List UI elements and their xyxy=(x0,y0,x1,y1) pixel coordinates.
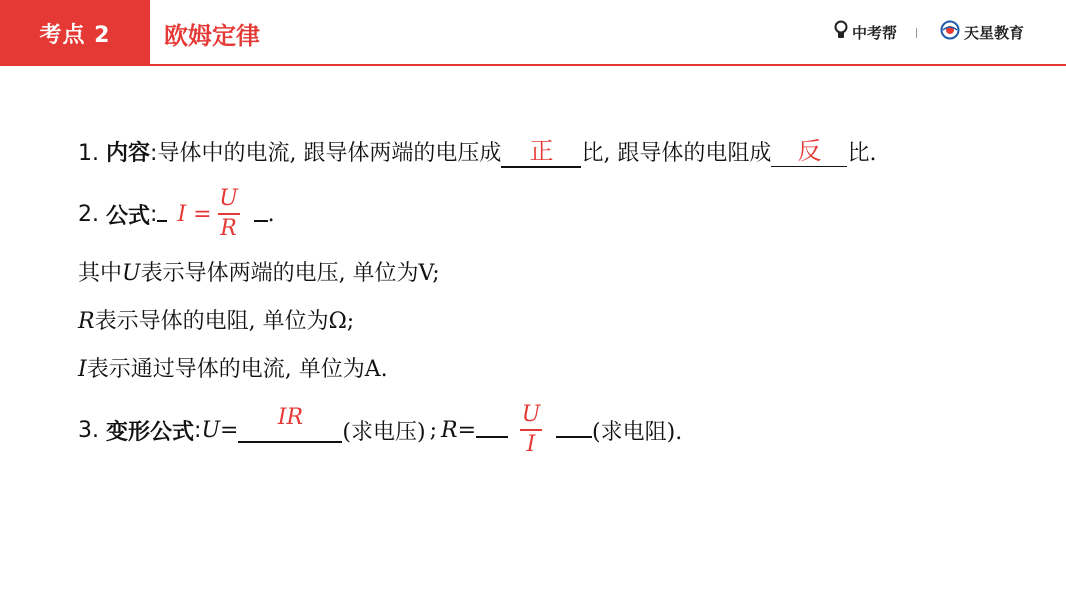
blank-answer-a xyxy=(501,137,581,168)
brand-right-label: 天星教育 xyxy=(964,23,1025,42)
equals: = xyxy=(219,417,239,443)
item-formula xyxy=(78,184,275,244)
symbol-i: I xyxy=(78,357,87,382)
header xyxy=(0,0,1066,66)
variant-fraction xyxy=(520,404,542,456)
section-tag: 考点 2 xyxy=(0,0,150,66)
symbol-u: U xyxy=(201,417,220,443)
desc-u-text: 表示导体两端的电压, 单位为V; xyxy=(140,261,440,286)
content-text-a: 导体中的电流, 跟导体两端的电压成 xyxy=(157,141,502,166)
blank-stub-right xyxy=(556,422,592,438)
answer-zheng: 正 xyxy=(529,137,554,165)
fraction-numerator: U xyxy=(219,186,238,212)
desc-r-text: 表示导体的电阻, 单位为Ω; xyxy=(94,309,355,334)
blank-answer-ir xyxy=(238,405,342,443)
item-number: 3. xyxy=(78,417,99,443)
desc-i xyxy=(78,352,388,383)
blank-left-stub xyxy=(157,206,167,222)
symbol-r: R xyxy=(78,309,95,334)
desc-u xyxy=(78,256,440,287)
desc-i-text: 表示通过导体的电流, 单位为A. xyxy=(86,357,388,382)
blank-answer-b xyxy=(771,137,847,167)
separator: ; xyxy=(429,417,438,443)
fraction-bar xyxy=(520,429,542,431)
formula-lhs: I = xyxy=(177,201,212,227)
colon: : xyxy=(150,141,158,166)
fraction-denominator: I xyxy=(526,431,536,457)
answer-ir: IR xyxy=(277,405,304,430)
colon: : xyxy=(150,201,158,227)
note-resistance: (求电阻). xyxy=(592,419,683,445)
item-number: 2. xyxy=(78,201,99,227)
brand-zhongkaobang xyxy=(834,20,897,44)
answer-fan: 反 xyxy=(797,137,822,165)
content-text-c: 比. xyxy=(847,141,877,166)
brand-tianxing xyxy=(940,20,1024,44)
item-content xyxy=(78,136,876,168)
period: . xyxy=(267,201,275,227)
brand-left-label: 中考帮 xyxy=(852,23,898,42)
blank-stub-left xyxy=(476,422,508,438)
page-title: 欧姆定律 xyxy=(164,22,260,50)
item-label: 公式 xyxy=(106,203,151,229)
fraction-denominator: R xyxy=(220,215,237,241)
item-number: 1. xyxy=(78,141,99,166)
content-text-b: 比, 跟导体的电阻成 xyxy=(581,141,772,166)
symbol-u: U xyxy=(122,261,141,286)
blank-right-stub xyxy=(254,206,268,222)
desc-prefix: 其中 xyxy=(78,261,123,286)
fraction-bar xyxy=(218,213,240,215)
desc-r xyxy=(78,304,354,335)
equals: = xyxy=(457,417,477,443)
bulb-icon xyxy=(834,20,848,44)
formula-fraction xyxy=(218,188,240,240)
item-label: 内容 xyxy=(106,141,151,166)
brand-divider xyxy=(916,28,917,38)
colon: : xyxy=(194,417,202,443)
item-variants xyxy=(78,398,682,462)
item-label: 变形公式 xyxy=(106,419,195,445)
globe-logo-icon xyxy=(940,20,960,44)
note-voltage: (求电压) xyxy=(342,419,426,445)
fraction-numerator: U xyxy=(521,402,541,428)
header-divider xyxy=(0,64,1066,66)
symbol-r: R xyxy=(441,417,458,443)
